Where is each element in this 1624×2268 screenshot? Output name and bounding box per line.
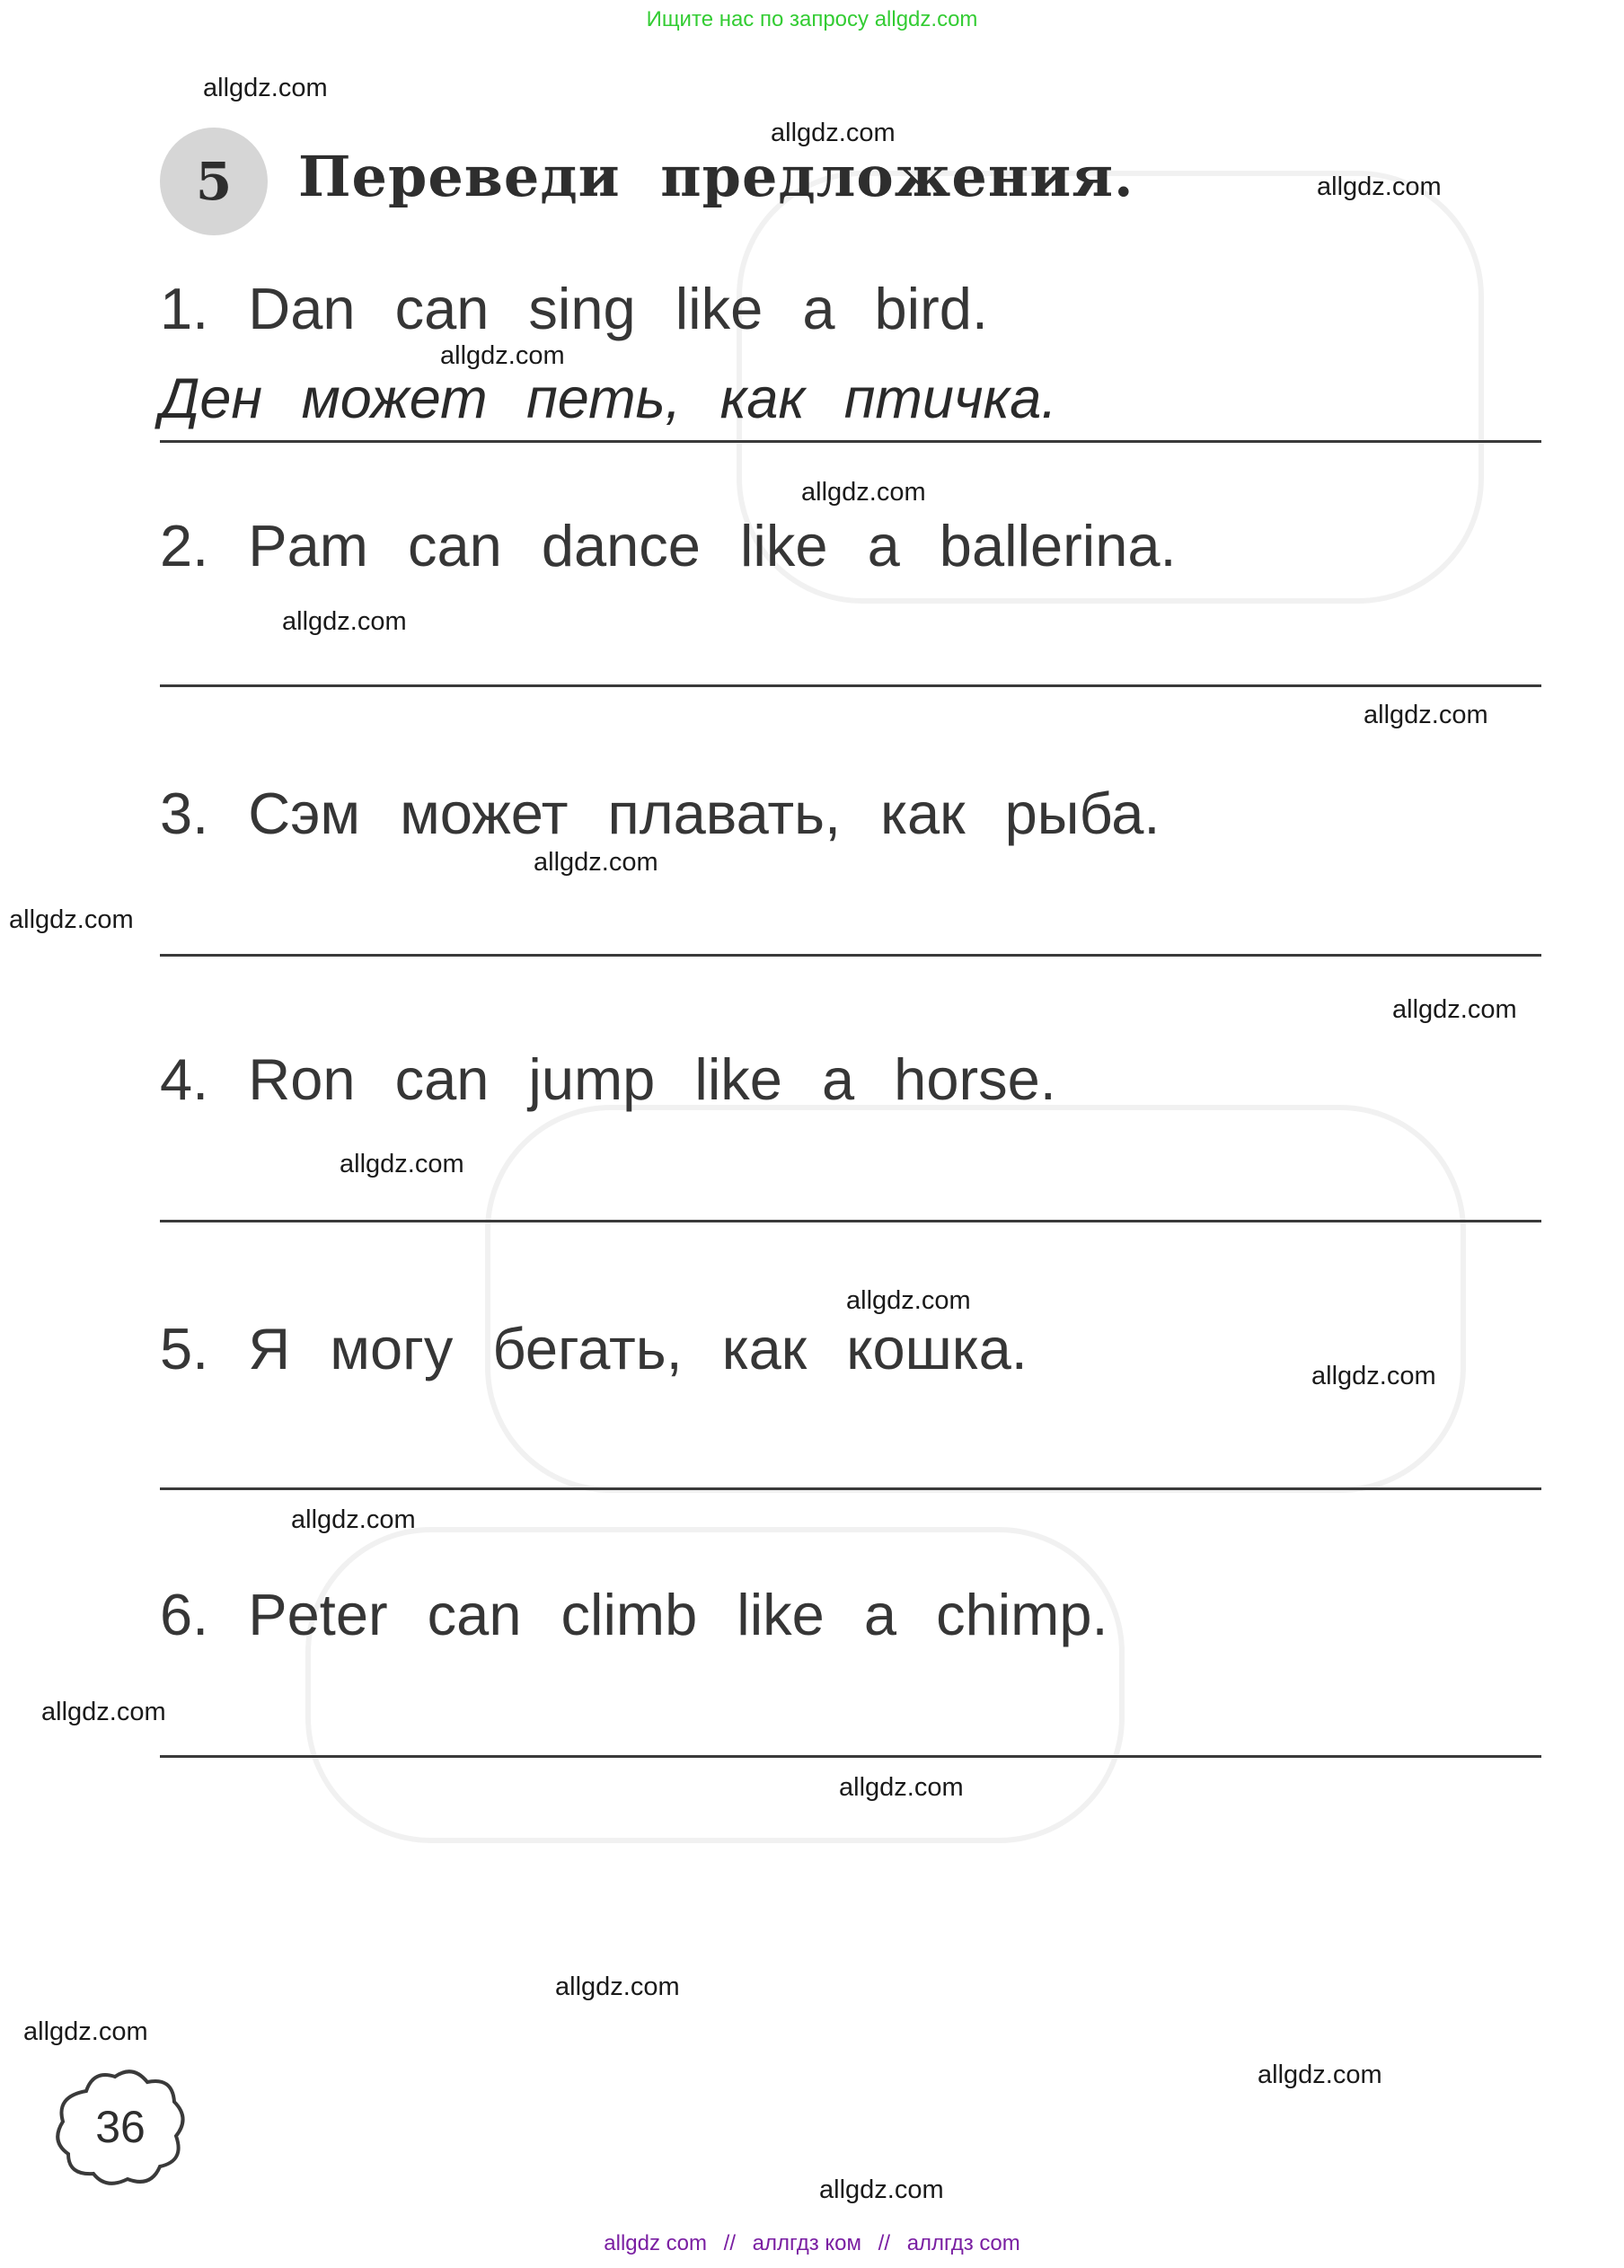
footer-link[interactable]: allgdz com — [604, 2231, 707, 2255]
watermark: allgdz.com — [291, 1505, 416, 1534]
answer-line-1[interactable] — [160, 440, 1541, 443]
answer-1: Ден может петь, как птичка. — [160, 367, 1057, 430]
answer-line-4[interactable] — [160, 1220, 1541, 1222]
watermark: allgdz.com — [771, 119, 896, 147]
footer-separator: // — [723, 2231, 736, 2255]
watermark: allgdz.com — [555, 1972, 680, 2001]
watermark: allgdz.com — [282, 607, 407, 636]
watermark: allgdz.com — [440, 341, 565, 370]
footer-link[interactable]: аллгдз com — [906, 2231, 1020, 2255]
footer-separator: // — [878, 2231, 891, 2255]
page-number: 36 — [95, 2102, 146, 2152]
answer-line-3[interactable] — [160, 954, 1541, 957]
task-number-badge: 5 — [160, 128, 268, 235]
top-banner[interactable]: Ищите нас по запросу allgdz.com — [646, 7, 978, 31]
footer-link[interactable]: аллгдз ком — [752, 2231, 861, 2255]
watermark: allgdz.com — [839, 1773, 964, 1802]
print-through-shape — [485, 1105, 1466, 1493]
answer-line-5[interactable] — [160, 1487, 1541, 1490]
sentence-1: 1. Dan can sing like a bird. — [160, 276, 988, 341]
watermark: allgdz.com — [846, 1286, 971, 1315]
watermark: allgdz.com — [23, 2017, 148, 2046]
watermark: allgdz.com — [534, 848, 658, 877]
watermark: allgdz.com — [9, 905, 134, 934]
watermark: allgdz.com — [1317, 172, 1442, 201]
sentence-6: 6. Peter can climb like a chimp. — [160, 1582, 1108, 1647]
sentence-4: 4. Ron can jump like a horse. — [160, 1046, 1056, 1112]
answer-line-6[interactable] — [160, 1755, 1541, 1758]
watermark: allgdz.com — [1258, 2061, 1382, 2089]
sentence-2: 2. Pam can dance like a ballerina. — [160, 513, 1177, 578]
footer-links — [0, 2231, 1624, 2256]
watermark: allgdz.com — [801, 478, 926, 507]
watermark: allgdz.com — [41, 1698, 166, 1726]
watermark: allgdz.com — [203, 74, 328, 102]
watermark: allgdz.com — [340, 1150, 464, 1178]
answer-line-2[interactable] — [160, 684, 1541, 687]
watermark: allgdz.com — [819, 2175, 944, 2204]
print-through-shape — [305, 1527, 1125, 1843]
watermark: allgdz.com — [1392, 995, 1517, 1024]
watermark: allgdz.com — [1364, 701, 1488, 729]
task-title: Переведи предложения. — [298, 144, 1134, 209]
sentence-3: 3. Сэм может плавать, как рыба. — [160, 781, 1161, 846]
watermark: allgdz.com — [1311, 1362, 1436, 1390]
sentence-5: 5. Я могу бегать, как кошка. — [160, 1316, 1028, 1381]
